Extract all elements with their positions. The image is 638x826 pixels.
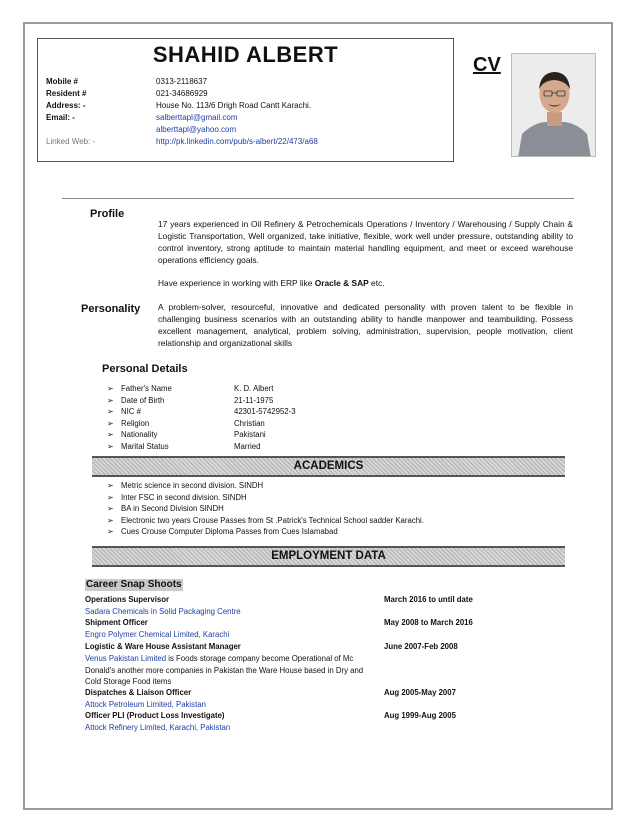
email-link[interactable]: alberttapl@yahoo.com xyxy=(156,125,237,134)
detail-key: Nationality xyxy=(121,430,158,439)
job-date: March 2016 to until date xyxy=(384,595,473,604)
job-company: Engro Polymer Chemical Limited, Karachi xyxy=(85,629,230,639)
detail-value: Married xyxy=(234,441,261,451)
personal-details-list xyxy=(107,383,407,452)
job-entry xyxy=(85,710,230,734)
detail-key: Religion xyxy=(121,418,150,428)
profile-photo xyxy=(511,53,596,157)
list-item xyxy=(107,395,407,407)
candidate-name: SHAHID ALBERT xyxy=(152,42,339,67)
contact-row xyxy=(46,88,446,100)
profile-heading: Profile xyxy=(90,208,125,220)
list-item xyxy=(107,515,557,527)
arrow-bullet-icon: ➢ xyxy=(107,515,114,525)
contact-row xyxy=(46,76,446,88)
header-divider xyxy=(62,198,574,199)
academic-item: Metric science in second division. SINDH xyxy=(121,481,264,490)
academic-item: Electronic two years Crouse Passes from St .Patrick's Technical School sadder Karachi. xyxy=(121,515,424,525)
list-item xyxy=(107,418,407,430)
job-date: June 2007-Feb 2008 xyxy=(384,642,458,651)
job-company: Attock Refinery Limited, Karachi, Pakistan xyxy=(85,722,231,732)
list-item xyxy=(107,492,557,504)
academics-list xyxy=(107,480,557,538)
job-entry xyxy=(85,617,229,641)
header-box xyxy=(37,38,454,162)
job-company: Attock Petroleum Limited, Pakistan xyxy=(85,699,206,709)
contact-value: 0313-2118637 xyxy=(156,77,208,86)
cv-label: CV xyxy=(473,54,501,76)
arrow-bullet-icon: ➢ xyxy=(107,430,114,439)
contact-block xyxy=(46,76,446,156)
detail-value: 42301-5742952-3 xyxy=(234,407,296,416)
detail-value: Pakistani xyxy=(234,430,266,439)
list-item xyxy=(107,383,407,395)
contact-row xyxy=(46,136,446,148)
email-link[interactable]: salberttapl@gmail.com xyxy=(156,113,238,122)
job-entry xyxy=(85,594,241,618)
personality-heading: Personality xyxy=(81,303,141,315)
academic-item: Cues Crouse Computer Diploma Passes from Cues Islamabad xyxy=(121,527,338,536)
job-date: Aug 1999-Aug 2005 xyxy=(384,711,456,720)
list-item xyxy=(107,406,407,418)
job-title: Operations Supervisor xyxy=(85,595,170,604)
job-company: Sadara Chemicals in Solid Packaging Centre xyxy=(85,606,241,616)
personality-text: A problem-solver, resourceful, innovative and dedicated personality with proven talent to be flexible in challenging business scenarios with an outstanding ability to handle manpower and teambuilding. Possess excellent management, analytical, problem solving, administration, supervision, people motivation, client relationship and organizational skills xyxy=(158,302,573,349)
contact-label: Mobile # xyxy=(46,77,79,86)
detail-value: 21-11-1975 xyxy=(234,395,274,405)
arrow-bullet-icon: ➢ xyxy=(107,527,114,536)
linkedin-link[interactable]: http://pk.linkedin.com/pub/s-albert/22/473/a68 xyxy=(156,137,318,146)
job-title: Dispatches & Liaison Officer xyxy=(85,688,192,697)
career-snapshots-heading: Career Snap Shoots xyxy=(86,579,182,590)
job-company: Venus Pakistan Limited xyxy=(85,653,167,663)
job-entry xyxy=(85,641,370,688)
detail-key: Marital Status xyxy=(121,441,169,451)
profile-photo-icon xyxy=(512,54,596,157)
contact-value: House No. 113/6 Drigh Road Cantt Karachi. xyxy=(156,101,312,110)
job-date: Aug 2005-May 2007 xyxy=(384,688,456,697)
erp-prefix: Have experience in working with ERP like xyxy=(158,278,315,288)
job-title: Logistic & Ware House Assistant Manager xyxy=(85,642,241,651)
erp-line xyxy=(158,277,573,289)
contact-label: Linked Web: - xyxy=(46,137,96,146)
list-item xyxy=(107,503,557,515)
contact-label: Email: - xyxy=(46,113,75,122)
job-extra: is Foods storage company become Operational of Mc Donald's another more companies in Pakistan the Ware House based in Dry and Cold Storage Food items xyxy=(85,653,364,687)
contact-label: Address: - xyxy=(46,101,86,110)
arrow-bullet-icon: ➢ xyxy=(107,418,114,428)
employment-heading: EMPLOYMENT DATA xyxy=(92,546,565,567)
contact-value: 021-34686929 xyxy=(156,89,208,98)
list-item xyxy=(107,526,557,538)
detail-key: Father's Name xyxy=(121,384,172,393)
academic-item: BA in Second Division SINDH xyxy=(121,504,224,513)
contact-row xyxy=(46,112,446,124)
job-title: Officer PLI (Product Loss Investigate) xyxy=(85,711,225,720)
contact-row xyxy=(46,100,446,112)
arrow-bullet-icon: ➢ xyxy=(107,481,114,490)
arrow-bullet-icon: ➢ xyxy=(107,384,114,393)
detail-key: NIC # xyxy=(121,407,141,416)
academics-heading: ACADEMICS xyxy=(92,456,565,477)
detail-key: Date of Birth xyxy=(121,395,165,405)
arrow-bullet-icon: ➢ xyxy=(107,492,114,502)
detail-value: K. D. Albert xyxy=(234,384,274,393)
arrow-bullet-icon: ➢ xyxy=(107,504,114,513)
academic-item: Inter FSC in second division. SINDH xyxy=(121,492,247,502)
personal-details-heading: Personal Details xyxy=(102,363,188,375)
detail-value: Christian xyxy=(234,418,265,428)
arrow-bullet-icon: ➢ xyxy=(107,395,114,405)
job-description xyxy=(85,653,370,688)
job-entry xyxy=(85,687,206,711)
arrow-bullet-icon: ➢ xyxy=(107,407,114,416)
list-item xyxy=(107,441,407,453)
contact-label: Resident # xyxy=(46,89,87,98)
erp-suffix: etc. xyxy=(368,278,385,288)
job-title: Shipment Officer xyxy=(85,618,148,627)
erp-highlight: Oracle & SAP xyxy=(314,278,369,288)
job-date: May 2008 to March 2016 xyxy=(384,618,473,627)
list-item xyxy=(107,480,557,492)
contact-row xyxy=(46,124,446,136)
profile-text: 17 years experienced in Oil Refinery & Petrochemicals Operations / Inventory / Warehousing / Supply Chain & Logistic Transportation, Well organized, take initiative, flexible, work well under pressure, outstanding ability to control inventory, strong aptitude to maintain material handling equipment, and meet or exceed warehouse operations efficiency goals. xyxy=(158,219,573,266)
list-item xyxy=(107,429,407,441)
arrow-bullet-icon: ➢ xyxy=(107,441,114,451)
